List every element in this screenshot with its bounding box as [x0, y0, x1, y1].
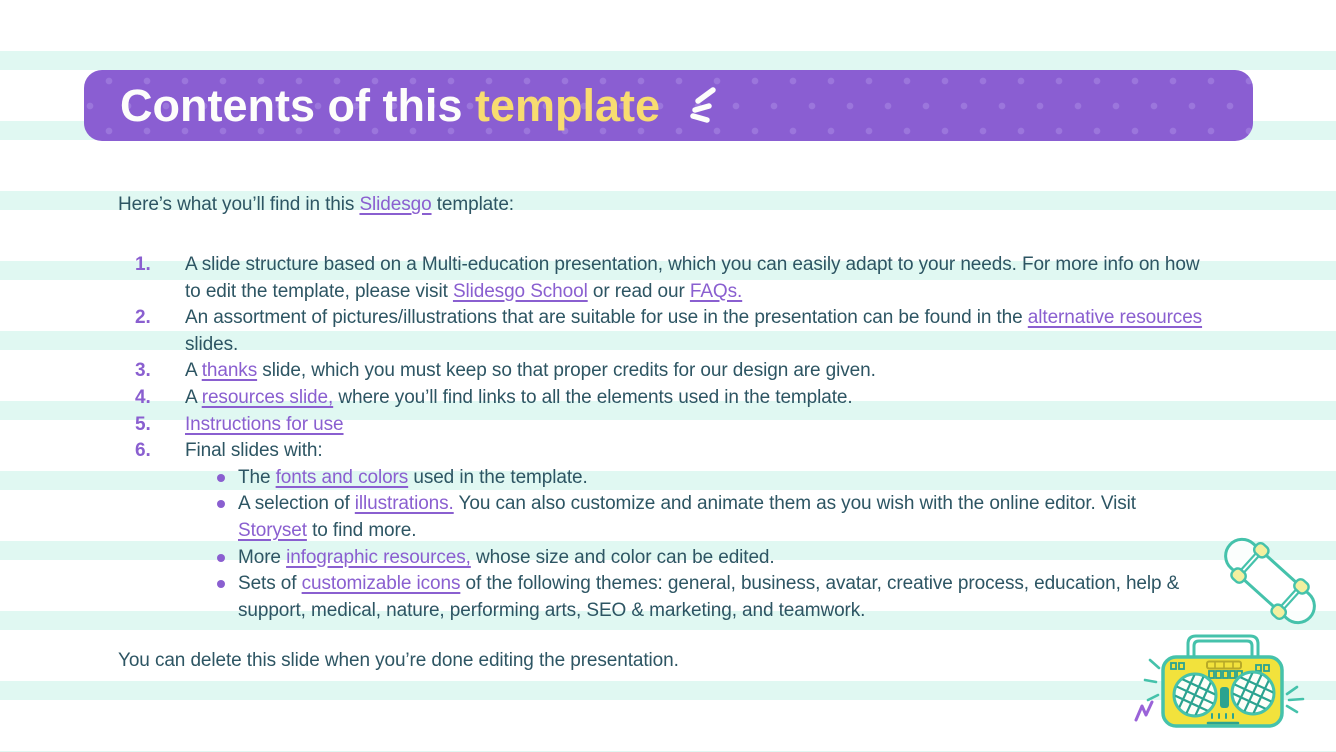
link-faqs[interactable]: FAQs. [689, 280, 743, 302]
sub-bullet-content [238, 571, 1208, 624]
link-storyset[interactable]: Storyset [238, 519, 307, 541]
list-number: 2. [135, 307, 151, 329]
footer-text: You can delete this slide when you’re done editing the presentation. [118, 650, 679, 671]
list-item-text: A [185, 360, 202, 382]
sub-bullet-item-4 [118, 571, 1208, 624]
list-item-6 [118, 438, 1208, 465]
boombox-cassette [1220, 687, 1229, 708]
bullet-dot [217, 500, 225, 508]
page-title [84, 70, 1253, 141]
sub-bullet-text: used in the template. [408, 466, 588, 488]
link-illustrations[interactable]: illustrations. [354, 493, 454, 515]
sub-bullet-text: to find more. [306, 519, 417, 541]
list-number: 1. [135, 254, 151, 275]
sub-bullet-content [238, 545, 1208, 572]
link-fonts-and-colors[interactable]: fonts and colors [275, 466, 409, 488]
link-resources-slide[interactable]: resources slide, [201, 386, 334, 408]
sub-bullet-text: Sets of [238, 573, 302, 595]
list-item-content [185, 385, 1208, 412]
zigzag-squiggle-icon [1136, 702, 1152, 720]
footer-note [118, 648, 1208, 675]
list-item-text: A [185, 386, 202, 408]
list-item-text: Final slides with: [185, 440, 323, 462]
sub-bullet-content [238, 465, 1208, 492]
link-infographic-resources[interactable]: infographic resources, [286, 546, 471, 568]
sub-bullet-content [238, 491, 1208, 544]
sub-bullet-text: A selection of [238, 493, 355, 515]
list-item-content [185, 252, 1208, 305]
list-item-2 [118, 305, 1208, 358]
sound-dashes-left-icon [1145, 660, 1159, 700]
sparkle-dashes-icon [686, 85, 720, 125]
list-item-text: A slide structure based on a Multi-education presentation, which you can easily adapt to your needs. For more info on how to edit the template, please visit [185, 254, 1200, 302]
title-banner [84, 70, 1253, 141]
intro-paragraph [118, 192, 1208, 219]
list-item-content [185, 358, 1208, 385]
intro-text: Here’s what you’ll find in this [118, 194, 360, 215]
title-text-yellow: template [474, 80, 661, 131]
list-item-5 [118, 412, 1208, 439]
bullet-dot [217, 580, 225, 588]
sub-bullet-text: The [238, 466, 276, 488]
sub-bullet-item-3 [118, 545, 1208, 572]
list-item-text: slides. [185, 333, 239, 355]
list-item-1 [118, 252, 1208, 305]
boombox-illustration [1128, 628, 1318, 752]
intro-text: template: [431, 194, 514, 215]
sub-bullet-text: of the following themes: general, business, avatar, creative process, education, help & support, medical, nature, performing arts, SEO & marketing, and teamwork. [238, 573, 1180, 621]
bullet-dot [217, 554, 225, 562]
sub-bullet-text: whose size and color can be edited. [470, 546, 775, 568]
list-item-content [185, 412, 1208, 439]
link-slidesgo[interactable]: Slidesgo [359, 194, 432, 215]
list-number: 6. [135, 440, 151, 462]
bullet-dot [217, 474, 225, 482]
link-customizable-icons[interactable]: customizable icons [301, 573, 461, 595]
list-item-text: or read our [587, 280, 690, 302]
list-item-content [185, 438, 1208, 465]
list-item-content [185, 305, 1208, 358]
list-item-4 [118, 385, 1208, 412]
list-item-text: An assortment of pictures/illustrations that are suitable for use in the presentation can be found in the [185, 307, 1028, 329]
link-alternative-resources[interactable]: alternative resources [1027, 307, 1203, 329]
link-thanks[interactable]: thanks [201, 360, 258, 382]
link-instructions-for-use[interactable]: Instructions for use [185, 413, 344, 435]
sound-dashes-right-icon [1287, 687, 1303, 712]
title-text-white: Contents of this [120, 80, 475, 131]
list-number: 4. [135, 386, 151, 408]
list-number: 5. [135, 413, 151, 435]
list-item-text: slide, which you must keep so that proper credits for our design are given. [257, 360, 876, 382]
skateboard-illustration [1207, 528, 1333, 634]
sub-bullet-text: More [238, 546, 287, 568]
sub-bullet-item-1 [118, 465, 1208, 492]
boombox-handle [1188, 636, 1258, 658]
list-number: 3. [135, 360, 151, 382]
link-slidesgo-school[interactable]: Slidesgo School [452, 280, 588, 302]
list-item-text: where you’ll find links to all the elements used in the template. [333, 386, 853, 408]
sub-bullet-text: You can also customize and animate them as you wish with the online editor. Visit [453, 493, 1136, 515]
list-item-3 [118, 358, 1208, 385]
sub-bullet-item-2 [118, 491, 1208, 544]
contents-list [118, 252, 1208, 624]
